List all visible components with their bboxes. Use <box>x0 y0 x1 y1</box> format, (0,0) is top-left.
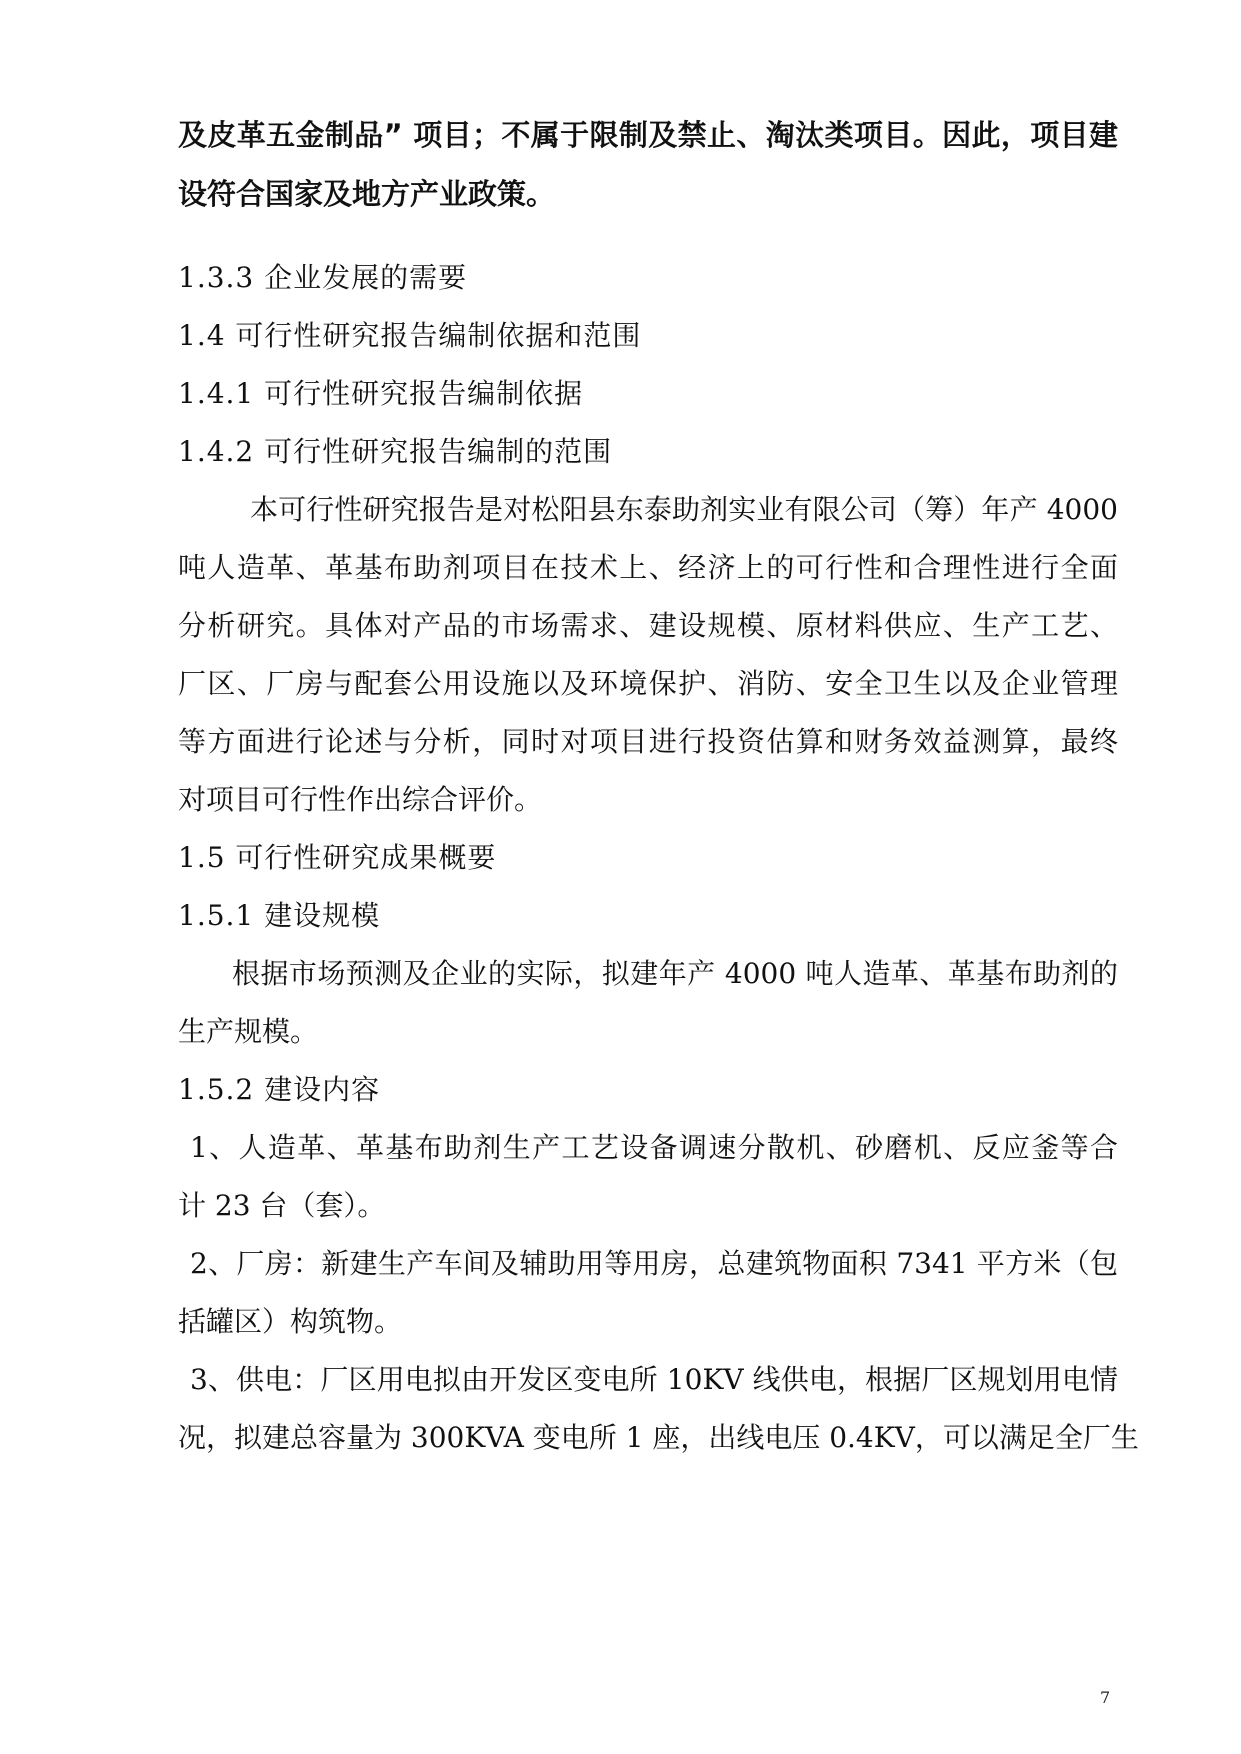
content-item-1-line-1: 1、人造革、革基布助剂生产工艺设备调速分散机、砂磨机、反应釜等合 <box>190 1131 1118 1164</box>
scope-paragraph-line-3: 分析研究。具体对产品的市场需求、建设规模、原材料供应、生产工艺、 <box>178 609 1118 642</box>
section-heading-1-5-1: 1.5.1 建设规模 <box>178 899 381 932</box>
section-heading-1-5: 1.5 可行性研究成果概要 <box>178 841 497 874</box>
content-item-1-line-2: 计 23 台（套）。 <box>178 1189 386 1222</box>
bold-paragraph-line-1: 及皮革五金制品” 项目；不属于限制及禁止、淘汰类项目。因此，项目建 <box>178 118 1118 152</box>
content-item-2-line-2: 括罐区）构筑物。 <box>178 1305 403 1338</box>
content-item-3-line-1: 3、供电：厂区用电拟由开发区变电所 10KV 线供电，根据厂区规划用电情 <box>190 1363 1118 1396</box>
content-item-3-line-2: 况，拟建总容量为 300KVA 变电所 1 座，出线电压 0.4KV，可以满足全厂生 <box>178 1421 1139 1454</box>
section-heading-1-5-2: 1.5.2 建设内容 <box>178 1073 381 1106</box>
section-heading-1-4-2: 1.4.2 可行性研究报告编制的范围 <box>178 435 613 468</box>
content-item-2-line-1: 2、厂房：新建生产车间及辅助用等用房，总建筑物面积 7341 平方米（包 <box>190 1247 1118 1280</box>
scale-paragraph-line-1: 根据市场预测及企业的实际，拟建年产 4000 吨人造革、革基布助剂的 <box>232 957 1118 990</box>
section-heading-1-3-3: 1.3.3 企业发展的需要 <box>178 261 468 294</box>
page-number: 7 <box>1100 1688 1111 1707</box>
scope-paragraph-line-6: 对项目可行性作出综合评价。 <box>178 783 543 816</box>
scope-paragraph-line-5: 等方面进行论述与分析，同时对项目进行投资估算和财务效益测算，最终 <box>178 725 1118 758</box>
scope-paragraph-line-1: 本可行性研究报告是对松阳县东泰助剂实业有限公司（筹）年产 4000 <box>250 493 1118 526</box>
section-heading-1-4-1: 1.4.1 可行性研究报告编制依据 <box>178 377 584 410</box>
section-heading-1-4: 1.4 可行性研究报告编制依据和范围 <box>178 319 642 352</box>
scope-paragraph-line-4: 厂区、厂房与配套公用设施以及环境保护、消防、安全卫生以及企业管理 <box>178 667 1118 700</box>
bold-paragraph-line-2: 设符合国家及地方产业政策。 <box>178 177 556 211</box>
scope-paragraph-line-2: 吨人造革、革基布助剂项目在技术上、经济上的可行性和合理性进行全面 <box>178 551 1118 584</box>
scale-paragraph-line-2: 生产规模。 <box>178 1015 319 1048</box>
